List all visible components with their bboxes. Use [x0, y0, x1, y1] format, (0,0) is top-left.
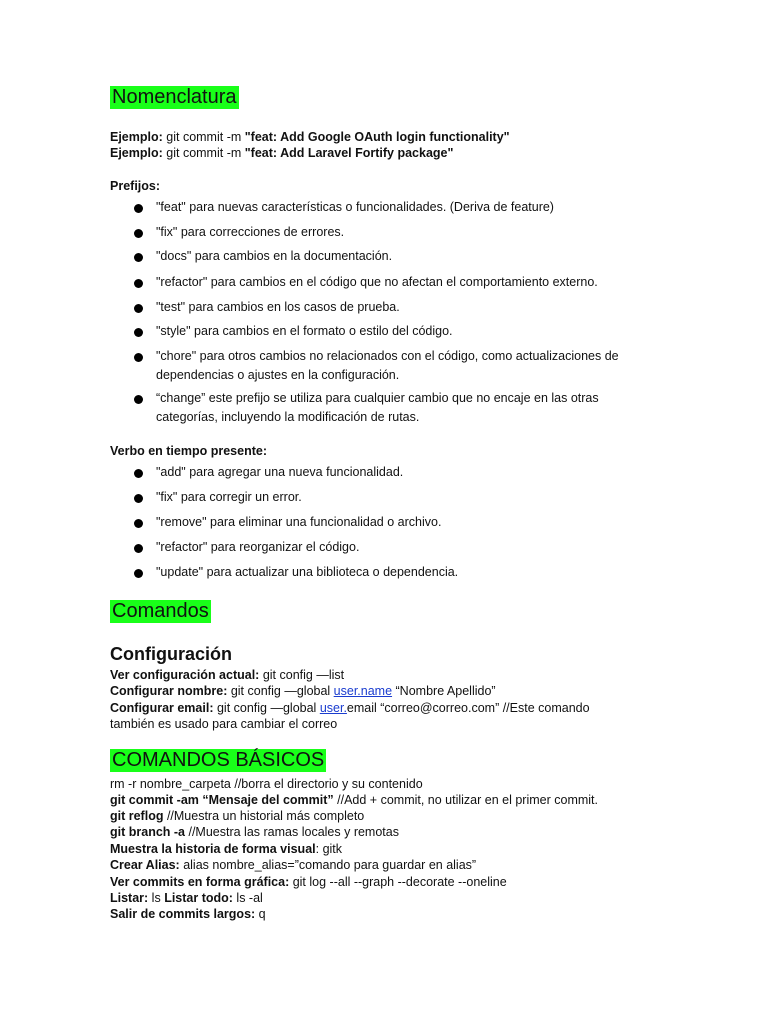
command-bold: Listar todo:	[164, 891, 233, 905]
list-item-text: "refactor" para cambios en el código que no afectan el comportamiento externo.	[156, 275, 598, 289]
example-line-1	[110, 129, 510, 145]
list-item-text: "update" para actualizar una biblioteca o dependencia.	[156, 565, 459, 579]
line-value: email “correo@correo.com” //Este comando	[346, 701, 590, 715]
bullet-icon	[134, 253, 143, 262]
bullet-icon	[134, 519, 143, 528]
example-label: Ejemplo:	[110, 146, 163, 160]
list-item-text: "style" para cambios en el formato o estilo del código.	[156, 324, 453, 338]
line-value: “Nombre Apellido”	[392, 684, 496, 698]
command-text: //Add + commit, no utilizar en el primer commit.	[333, 793, 598, 807]
listar-line	[110, 890, 263, 906]
alias-line	[110, 857, 476, 873]
bullet-icon	[134, 328, 143, 337]
command-bold: Crear Alias:	[110, 858, 180, 872]
bullet-icon	[134, 304, 143, 313]
config-email-line-cont: también es usado para cambiar el correo	[110, 717, 338, 731]
reflog-line	[110, 808, 364, 824]
command-text: //Muestra las ramas locales y remotas	[185, 825, 399, 839]
user-email-link[interactable]: user.	[319, 701, 347, 715]
example-message: "feat: Add Laravel Fortify package"	[244, 146, 454, 160]
heading-comandos-basicos	[110, 749, 326, 772]
gitk-line	[110, 841, 342, 857]
heading-text: COMANDOS BÁSICOS	[112, 749, 325, 771]
bullet-icon	[134, 469, 143, 478]
command-bold: Muestra la historia de forma visual	[110, 842, 316, 856]
example-label: Ejemplo:	[110, 130, 163, 144]
config-email-line	[110, 700, 590, 716]
example-command: git commit -m	[162, 146, 245, 160]
bullet-icon	[134, 569, 143, 578]
line-value: git config —global	[227, 684, 334, 698]
list-item-text: "docs" para cambios en la documentación.	[156, 249, 393, 263]
heading-comandos	[110, 600, 211, 623]
line-label: Configurar email:	[110, 701, 214, 715]
command-text: git log --all --graph --decorate --oneline	[289, 875, 507, 889]
command-text: : gitk	[315, 842, 343, 856]
command-bold: Salir de commits largos:	[110, 907, 256, 921]
command-text: ls	[148, 891, 165, 905]
bullet-icon	[134, 395, 143, 404]
command-text: //Muestra un historial más completo	[163, 809, 365, 823]
command-text: q	[255, 907, 266, 921]
line-label: Ver configuración actual:	[110, 668, 260, 682]
heading-text: Nomenclatura	[112, 86, 237, 108]
user-name-link[interactable]: user.name	[333, 684, 393, 698]
line-value: git config —global	[213, 701, 320, 715]
command-bold: git reflog	[110, 809, 164, 823]
list-item-text: "remove" para eliminar una funcionalidad o archivo.	[156, 515, 442, 529]
list-item-text: "chore" para otros cambios no relacionados con el código, como actualizaciones de dependencias o ajustes en la configuración.	[156, 349, 619, 382]
config-nombre-line	[110, 683, 496, 699]
heading-text: Comandos	[112, 600, 209, 622]
example-command: git commit -m	[162, 130, 245, 144]
bullet-icon	[134, 229, 143, 238]
bullet-icon	[134, 204, 143, 213]
command-text: ls -al	[232, 891, 263, 905]
list-item-text: “change” este prefijo se utiliza para cualquier cambio que no encaje en las otras categorías, incluyendo la modificación de rutas.	[156, 391, 599, 424]
command-bold: git branch -a	[110, 825, 186, 839]
command-text: alias nombre_alias=”comando para guardar en alias”	[179, 858, 477, 872]
bullet-icon	[134, 494, 143, 503]
list-item-text: "fix" para corregir un error.	[156, 490, 302, 504]
subheading-configuracion: Configuración	[110, 644, 232, 664]
command-bold: Ver commits en forma gráfica:	[110, 875, 290, 889]
config-ver-line	[110, 667, 344, 683]
example-line-2	[110, 145, 453, 161]
log-graph-line	[110, 874, 507, 890]
line-value: git config —list	[259, 668, 345, 682]
list-item-text: "refactor" para reorganizar el código.	[156, 540, 360, 554]
list-item-text: "fix" para correcciones de errores.	[156, 225, 345, 239]
verbo-label: Verbo en tiempo presente:	[110, 444, 267, 458]
list-item-text: "add" para agregar una nueva funcionalidad.	[156, 465, 404, 479]
line-label: Configurar nombre:	[110, 684, 228, 698]
list-item-text: "test" para cambios en los casos de prueba.	[156, 300, 400, 314]
commit-line	[110, 792, 598, 808]
bullet-icon	[134, 279, 143, 288]
heading-nomenclatura	[110, 86, 239, 109]
bullet-icon	[134, 353, 143, 362]
command-bold: Listar:	[110, 891, 149, 905]
list-item-text: "feat" para nuevas características o funcionalidades. (Deriva de feature)	[156, 200, 554, 214]
rm-line: rm -r nombre_carpeta //borra el directorio y su contenido	[110, 777, 423, 791]
salir-line	[110, 906, 266, 922]
bullet-icon	[134, 544, 143, 553]
branch-line	[110, 824, 399, 840]
example-message: "feat: Add Google OAuth login functionality"	[244, 130, 510, 144]
command-bold: git commit -am “Mensaje del commit”	[110, 793, 334, 807]
prefijos-label: Prefijos:	[110, 179, 161, 193]
